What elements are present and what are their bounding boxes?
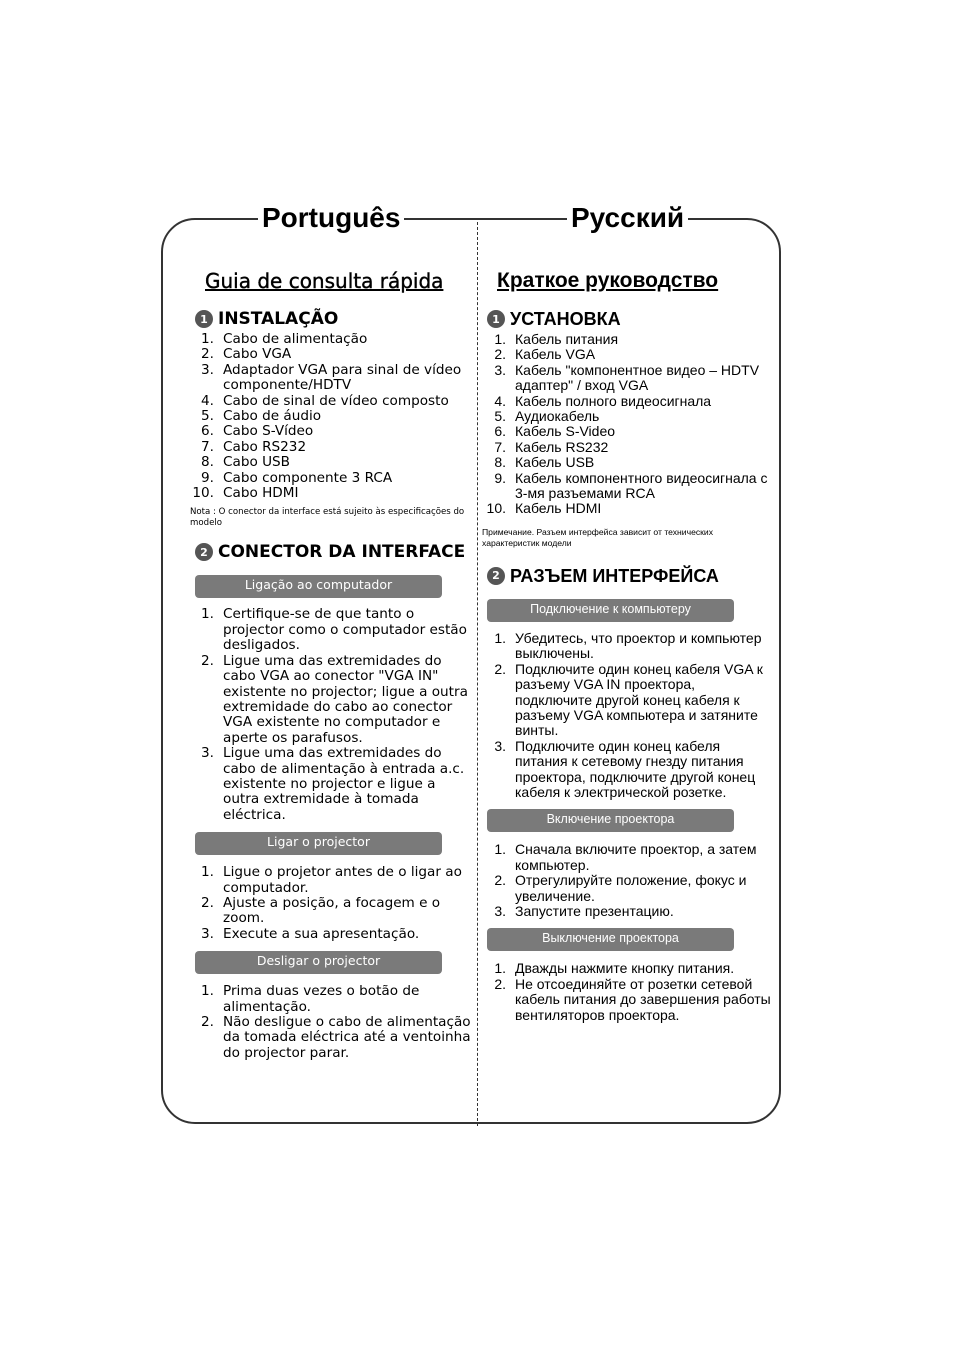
pt-installation-heading xyxy=(190,306,474,332)
list-item: 7. Кабель RS232 xyxy=(494,438,609,455)
ru-installation-title: УСТАНОВКА xyxy=(510,309,621,329)
list-item: 6. Cabo S-Vídeo xyxy=(201,423,314,440)
step-1-badge-icon: 1 xyxy=(487,310,505,328)
list-item: 2. Отрегулируйте положение, фокус и увеличение. xyxy=(494,872,747,904)
list-item: 5. Cabo de áudio xyxy=(201,408,322,425)
ru-installation-heading xyxy=(482,306,772,332)
pt-cable-list xyxy=(190,332,474,501)
list-item: 2. Cabo VGA xyxy=(201,346,292,363)
column-divider xyxy=(477,222,478,1126)
list-item: 5. Аудиокабель xyxy=(494,408,600,425)
list-item: 1. Дважды нажмите кнопку питания. xyxy=(494,960,735,977)
ru-guide-title: Краткое руководство xyxy=(497,269,719,292)
list-item: 10. Кабель HDMI xyxy=(486,500,602,517)
list-item: 1. Certifique-se de que tanto o projector como o computador estão desligados. xyxy=(201,606,467,654)
list-item: 9. Кабель компонентного видеосигнала с 3-мя разъемами RCA xyxy=(494,469,768,502)
list-item: 4. Cabo de sinal de vídeo composto xyxy=(201,392,449,409)
list-item: 3. Execute a sua apresentação. xyxy=(201,925,420,942)
ru-power-on-bar: Включение проектора xyxy=(487,809,734,832)
list-item: 2. Não desligue o cabo de alimentação da tomada eléctrica até a ventoinha do projector parar. xyxy=(201,1014,471,1061)
ru-note: Примечание. Разъем интерфейса зависит от технических характеристик модели xyxy=(482,526,714,548)
list-item: 1. Cabo de alimentação xyxy=(201,331,368,347)
list-item: 2. Ligue uma das extremidades do cabo VGA ao conector "VGA IN" existente no projector; ligue a outra extremidade do cabo ao conector VGA existente no computador e aperte os parafusos. xyxy=(201,652,468,746)
step-2-badge-icon: 2 xyxy=(195,543,213,561)
portuguese-column xyxy=(190,264,474,1061)
list-item: 9. Cabo componente 3 RCA xyxy=(201,469,393,486)
ru-connect-steps xyxy=(482,631,772,800)
list-item: 1. Сначала включите проектор, а затем компьютер. xyxy=(494,841,757,873)
ru-interface-heading xyxy=(482,563,772,589)
pt-installation-title: INSTALAÇÃO xyxy=(218,309,339,329)
list-item: 3. Кабель "компонентное видео – HDTV адаптер" / вход VGA xyxy=(494,361,760,394)
list-item: 3. Adaptador VGA para sinal de vídeo componente/HDTV xyxy=(201,361,462,394)
list-item: 8. Cabo USB xyxy=(201,454,290,471)
ru-power-off-bar: Выключение проектора xyxy=(487,928,734,951)
ru-power-off-steps xyxy=(482,961,772,1023)
pt-guide-title: Guia de consulta rápida xyxy=(205,269,444,293)
pt-connect-steps xyxy=(190,607,474,823)
ru-cable-list xyxy=(482,332,772,517)
pt-note: Nota : O conector da interface está sujeito às especificações do modelo xyxy=(190,507,465,529)
list-item: 3. Подключите один конец кабеля питания к сетевому гнезду питания проектора, подключите другой конец кабеля к электрической розетке. xyxy=(494,737,756,800)
list-item: 1. Ligue o projetor antes de o ligar ao computador. xyxy=(201,864,462,896)
pt-power-off-bar: Desligar o projector xyxy=(195,951,442,974)
pt-connect-computer-bar: Ligação ao computador xyxy=(195,575,442,598)
step-1-badge-icon: 1 xyxy=(195,310,213,328)
list-item: 1. Убедитесь, что проектор и компьютер выключены. xyxy=(494,629,762,662)
list-item: 2. Кабель VGA xyxy=(494,346,596,363)
russian-column xyxy=(482,264,772,1023)
step-2-badge-icon: 2 xyxy=(487,567,505,585)
list-item: 2. Подключите один конец кабеля VGA к разъему VGA IN проектора, подключите другой конец кабеля к разъему VGA компьютера и затяните винты. xyxy=(494,660,763,739)
portuguese-heading: Português xyxy=(258,199,404,237)
pt-interface-heading xyxy=(190,539,474,565)
ru-connect-computer-bar: Подключение к компьютеру xyxy=(487,599,734,622)
russian-heading: Русский xyxy=(567,199,688,237)
pt-power-on-steps xyxy=(190,865,474,942)
ru-interface-title: РАЗЪЕМ ИНТЕРФЕЙСА xyxy=(510,565,719,586)
list-item: 7. Cabo RS232 xyxy=(201,438,307,455)
list-item: 1. Кабель питания xyxy=(494,331,619,347)
list-item: 3. Ligue uma das extremidades do cabo de alimentação à entrada a.c. existente no projector e ligue a outra extremidade à tomada eléctrica. xyxy=(201,745,465,823)
pt-power-off-steps xyxy=(190,984,474,1061)
list-item: 2. Ajuste a posição, a focagem e o zoom. xyxy=(201,894,441,927)
list-item: 3. Запустите презентацию. xyxy=(494,902,674,919)
pt-power-on-bar: Ligar o projector xyxy=(195,832,442,855)
list-item: 4. Кабель полного видеосигнала xyxy=(494,392,712,409)
pt-interface-title: CONECTOR DA INTERFACE xyxy=(218,542,466,563)
ru-power-on-steps xyxy=(482,842,772,919)
list-item: 6. Кабель S-Video xyxy=(494,423,616,440)
list-item: 1. Prima duas vezes o botão de alimentação. xyxy=(201,983,420,1015)
list-item: 2. Не отсоединяйте от розетки сетевой кабель питания до завершения работы вентиляторов проектора. xyxy=(494,975,771,1023)
list-item: 8. Кабель USB xyxy=(494,454,595,471)
list-item: 10. Cabo HDMI xyxy=(192,485,299,502)
